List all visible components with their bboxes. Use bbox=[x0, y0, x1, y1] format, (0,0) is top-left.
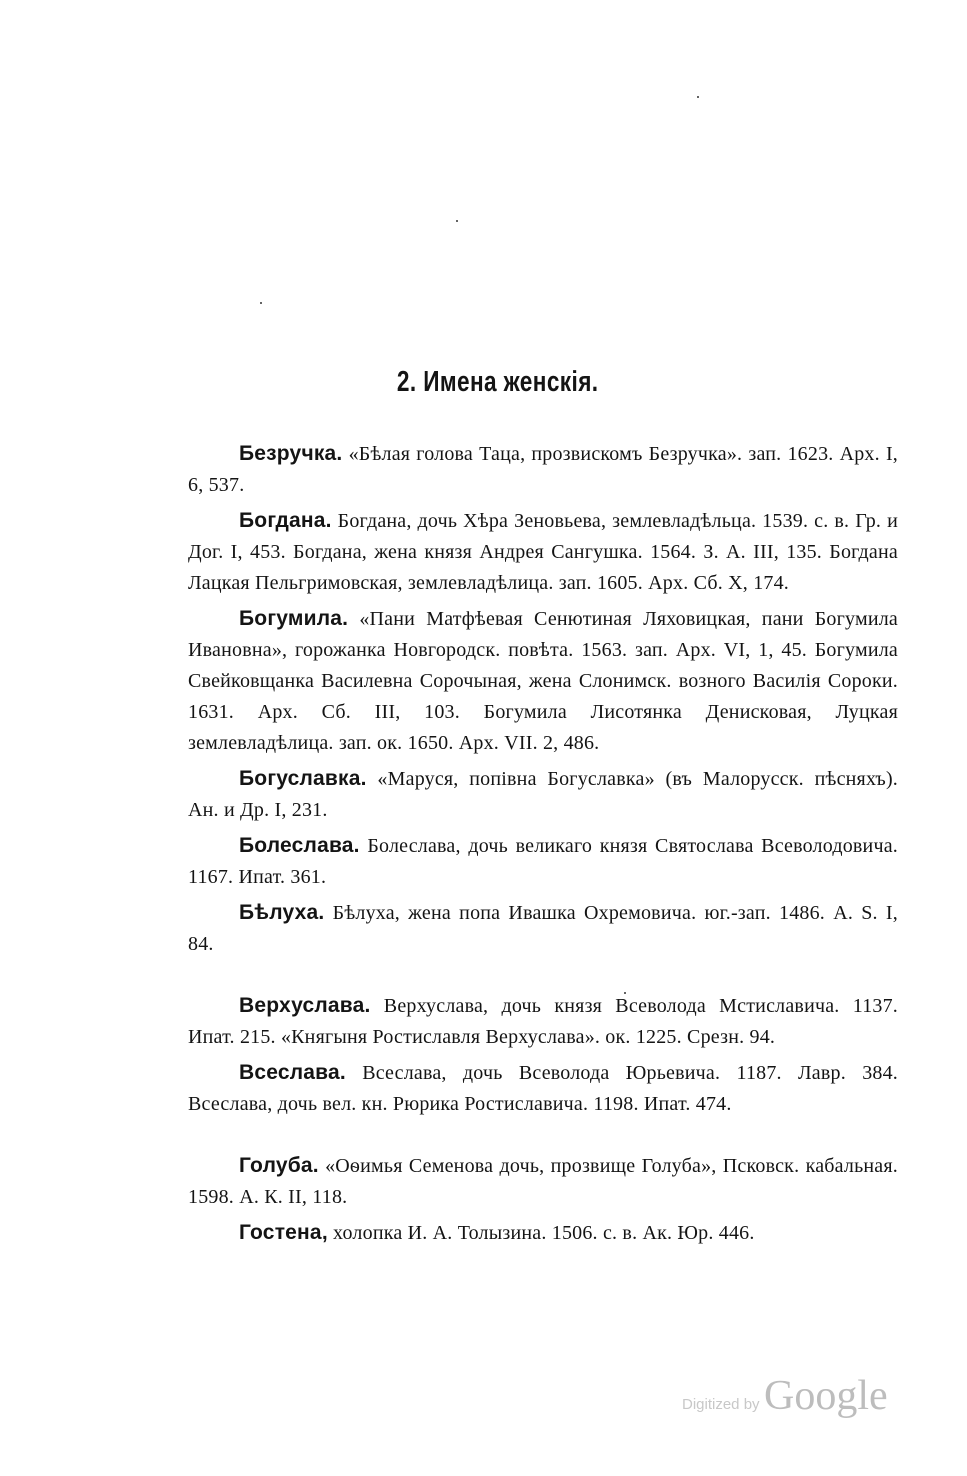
entry-headword: Богуславка. bbox=[239, 767, 367, 790]
scan-speck bbox=[260, 302, 262, 304]
entry-headword: Бѣлуха. bbox=[239, 901, 325, 924]
entry-bogdana bbox=[188, 505, 898, 599]
letter-group-gap bbox=[188, 1124, 898, 1150]
entry-verkhuslava bbox=[188, 990, 898, 1053]
entry-text: Бѣлуха, жена попа Ивашка Охремовича. юг.-зап. 1486. A. S. I, 84. bbox=[188, 902, 898, 955]
entry-headword: Гостена, bbox=[239, 1221, 328, 1244]
watermark-prefix: Digitized by bbox=[682, 1396, 760, 1413]
entry-vseslava bbox=[188, 1057, 898, 1120]
entry-bogumila bbox=[188, 603, 898, 759]
entry-headword: Всеслава. bbox=[239, 1061, 346, 1084]
entry-boleslava bbox=[188, 830, 898, 893]
entry-text: «Бѣлая голова Таца, прозвискомъ Безручка». зап. 1623. Арх. I, 6, 537. bbox=[188, 443, 898, 496]
entry-text: «Пани Матфѣевая Сенютиная Ляховицкая, пани Богумила Ивановна», горожанка Новгородск. повѣта. 1563. зап. Арх. VI, 1, 45. Богумила Свейковщанка Василевна Сорочыная, жена Слонимск. возного Василія Сороки. 1631. Арх. Сб. III, 103. Богумила Лисотянка Денисковая, Луцкая землевладѣлица. зап. ок. 1650. Арх. VII. 2, 486. bbox=[188, 608, 898, 754]
entry-boguslavka bbox=[188, 763, 898, 826]
entry-belukha bbox=[188, 897, 898, 960]
entry-headword: Богдана. bbox=[239, 509, 332, 532]
entry-text: холопка И. А. Толызина. 1506. с. в. Ак. Юр. 446. bbox=[327, 1222, 755, 1244]
entry-text: «Маруся, попівна Богуславка» (въ Малорусск. пѣсняхъ). Ан. и Др. I, 231. bbox=[188, 768, 898, 821]
entry-text: Всеслава, дочь Всеволода Юрьевича. 1187. Лавр. 384. Всеслава, дочь вел. кн. Рюрика Ростиславича. 1198. Ипат. 474. bbox=[188, 1062, 898, 1115]
entry-headword: Богумила. bbox=[239, 607, 349, 630]
entry-text: Богдана, дочь Хѣра Зеновьева, землевладѣльца. 1539. с. в. Гр. и Дог. I, 453. Богдана, жена князя Андрея Сангушка. 1564. З. А. III, 135. Богдана Лацкая Пельгримовская, землевладѣлица. зап. 1605. Арх. Сб. X, 174. bbox=[188, 510, 898, 594]
entry-headword: Болеслава. bbox=[239, 834, 360, 857]
entry-text: «Оѳимья Семенова дочь, прозвище Голуба», Псковск. кабальная. 1598. А. К. II, 118. bbox=[188, 1155, 898, 1208]
entry-bezruchka bbox=[188, 438, 898, 501]
entry-text: Болеслава, дочь великаго князя Святослава Всеволодовича. 1167. Ипат. 361. bbox=[188, 835, 898, 888]
digitized-watermark bbox=[682, 1372, 888, 1420]
entry-headword: Безручка. bbox=[239, 442, 343, 465]
entry-headword: Верхуслава. bbox=[239, 994, 371, 1017]
letter-group-gap bbox=[188, 964, 898, 990]
scan-speck bbox=[456, 220, 458, 222]
scan-speck bbox=[697, 96, 699, 98]
entries-list bbox=[188, 438, 898, 1253]
entry-goluba bbox=[188, 1150, 898, 1213]
google-logo: Google bbox=[764, 1373, 888, 1419]
entry-headword: Голуба. bbox=[239, 1154, 319, 1177]
entry-text: Верхуслава, дочь князя Всеволода Мстиславича. 1137. Ипат. 215. «Княгыня Ростиславля Верхуслава». ок. 1225. Срезн. 94. bbox=[188, 995, 898, 1048]
section-heading: 2. Имена женскія. bbox=[396, 366, 599, 398]
entry-gostena bbox=[188, 1217, 898, 1249]
